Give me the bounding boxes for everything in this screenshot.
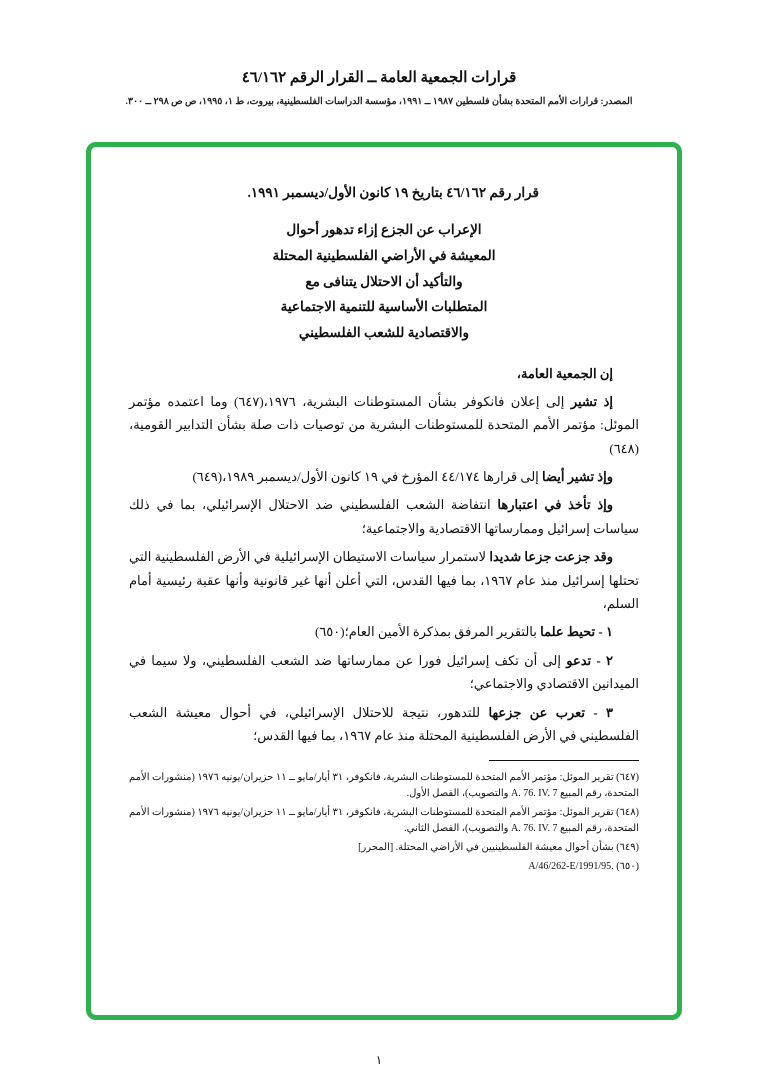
preamble-paragraph	[129, 493, 639, 540]
operative-paragraph	[129, 620, 639, 643]
paragraph-text: إلى قرارها ٤٤/١٧٤ المؤرخ في ١٩ كانون الأول/ديسمبر ١٩٨٩،(٦٤٩)	[192, 469, 539, 485]
resolution-title	[129, 217, 639, 345]
paragraph-text: لاستمرار سياسات الاستيطان الإسرائيلية في الأرض الفلسطينية التي تحتلها إسرائيل منذ عام ١٩٦٧، بما فيها القدس، التي أعلن أنها غير قانونية وأنها عقبة رئيسية أمام السلم،	[129, 549, 640, 612]
resolution-title-line: المعيشة في الأراضي الفلسطينية المحتلة	[272, 247, 496, 263]
footnote-separator	[489, 760, 639, 761]
footnote-latin-ref: A/46/262-E/1991/95.	[528, 861, 614, 873]
paragraph-lead: تحيط علما	[540, 624, 596, 640]
footnote	[129, 859, 639, 875]
resolution-number-line: قرار رقم ٤٦/١٦٢ بتاريخ ١٩ كانون الأول/ديسمبر ١٩٩١.	[247, 185, 539, 200]
header-source-line: المصدر: قرارات الأمم المتحدة بشأن فلسطين ١٩٨٧ ــ ١٩٩١، مؤسسة الدراسات الفلسطينية، بيروت، ط ١، ١٩٩٥، ص ص ٢٩٨ ــ ٣٠٠.	[125, 97, 633, 107]
header-title: قرارات الجمعية العامة ــ القرار الرقم ٤٦/١٦٢	[241, 70, 517, 86]
footnote-text: (٦٤٩) بشأن أحوال معيشة الفلسطينيين في الأراضي المحتلة. [المحرر]	[358, 842, 639, 854]
page-header	[0, 68, 758, 107]
paragraph-text: انتفاضة الشعب الفلسطيني ضد الاحتلال الإسرائيلي، بما في ذلك سياسات إسرائيل وممارساتها الاقتصادية والاجتماعية؛	[129, 497, 639, 536]
footnote-text: والتصويب)، الفصل الأول.	[406, 788, 511, 800]
opening-line: إن الجمعية العامة،	[516, 365, 613, 381]
paragraph-text: إلى إعلان فانكوفر بشأن المستوطنات البشرية، ١٩٧٦،(٦٤٧) وما اعتمده مؤتمر الموئل: مؤتمر الأمم المتحدة للمستوطنات البشرية من توصيات ذات صلة بشأن التدابير القومية،(٦٤٨)	[129, 393, 639, 456]
paragraph-text: إلى أن تكف إسرائيل فورا عن ممارساتها ضد الشعب الفلسطيني، ولا سيما في الميدانين الاقتصادي والاجتماعي؛	[129, 652, 639, 692]
footnote-latin-ref: A. 76. IV. 7	[510, 823, 558, 835]
document-frame	[86, 142, 682, 1020]
resolution-title-line: الإعراب عن الجزع إزاء تدهور أحوال	[286, 222, 482, 238]
footnote	[129, 770, 639, 802]
paragraph-lead: تعرب عن جزعها	[488, 704, 586, 720]
footnote-text: (٦٤٧) تقرير الموئل: مؤتمر الأمم المتحدة للمستوطنات البشرية، فانكوفر، ٣١ أيار/مايو ــ ١١ حزيران/يونيه ١٩٧٦ (منشورات الأمم المتحدة، رقم المبيع	[129, 772, 639, 800]
paragraph-lead: وإذ تأخذ في اعتبارها	[497, 497, 614, 513]
preamble-paragraph	[129, 545, 639, 615]
paragraph-lead: وقد جزعت جزعا شديدا	[489, 549, 614, 565]
resolution-title-line: والاقتصادية للشعب الفلسطيني	[298, 324, 470, 340]
paragraph-number: ١ -	[598, 624, 613, 640]
footnote	[129, 840, 639, 856]
paragraph-lead: تدعو	[566, 652, 592, 668]
paragraph-text: بالتقرير المرفق بمذكرة الأمين العام؛(٦٥٠)	[314, 624, 537, 640]
footnote	[129, 805, 639, 837]
paragraph-lead: وإذ تشير أيضا	[542, 469, 613, 485]
footnote-text: (٦٤٨) تقرير الموئل: مؤتمر الأمم المتحدة للمستوطنات البشرية، فانكوفر، ٣١ أيار/مايو ــ ١١ حزيران/يونيه ١٩٧٦ (منشورات الأمم المتحدة، رقم المبيع	[129, 807, 639, 835]
document-content	[129, 181, 639, 875]
resolution-title-line: المتطلبات الأساسية للتنمية الاجتماعية	[280, 299, 488, 315]
footnote-latin-ref: A. 76. IV. 7	[510, 788, 558, 800]
page-number: ١	[375, 1053, 383, 1067]
paragraph-lead: إذ تشير	[570, 393, 613, 409]
paragraph-number: ٣ -	[593, 704, 614, 720]
operative-paragraph	[129, 649, 639, 696]
footnote-text: والتصويب)، الفصل الثاني.	[404, 823, 511, 835]
footnote-text: (٦٥٠)	[613, 861, 639, 873]
paragraph-text: للتدهور، نتيجة للاحتلال الإسرائيلي، في أحوال معيشة الشعب الفلسطيني في الأرض الفلسطينية المحتلة منذ عام ١٩٦٧، بما فيها القدس؛	[129, 704, 639, 743]
paragraph-number: ٢ -	[596, 652, 613, 668]
resolution-title-line: والتأكيد أن الاحتلال يتنافى مع	[305, 273, 463, 289]
preamble-paragraph	[129, 390, 639, 460]
preamble-paragraph	[129, 465, 639, 488]
operative-paragraph	[129, 701, 639, 748]
